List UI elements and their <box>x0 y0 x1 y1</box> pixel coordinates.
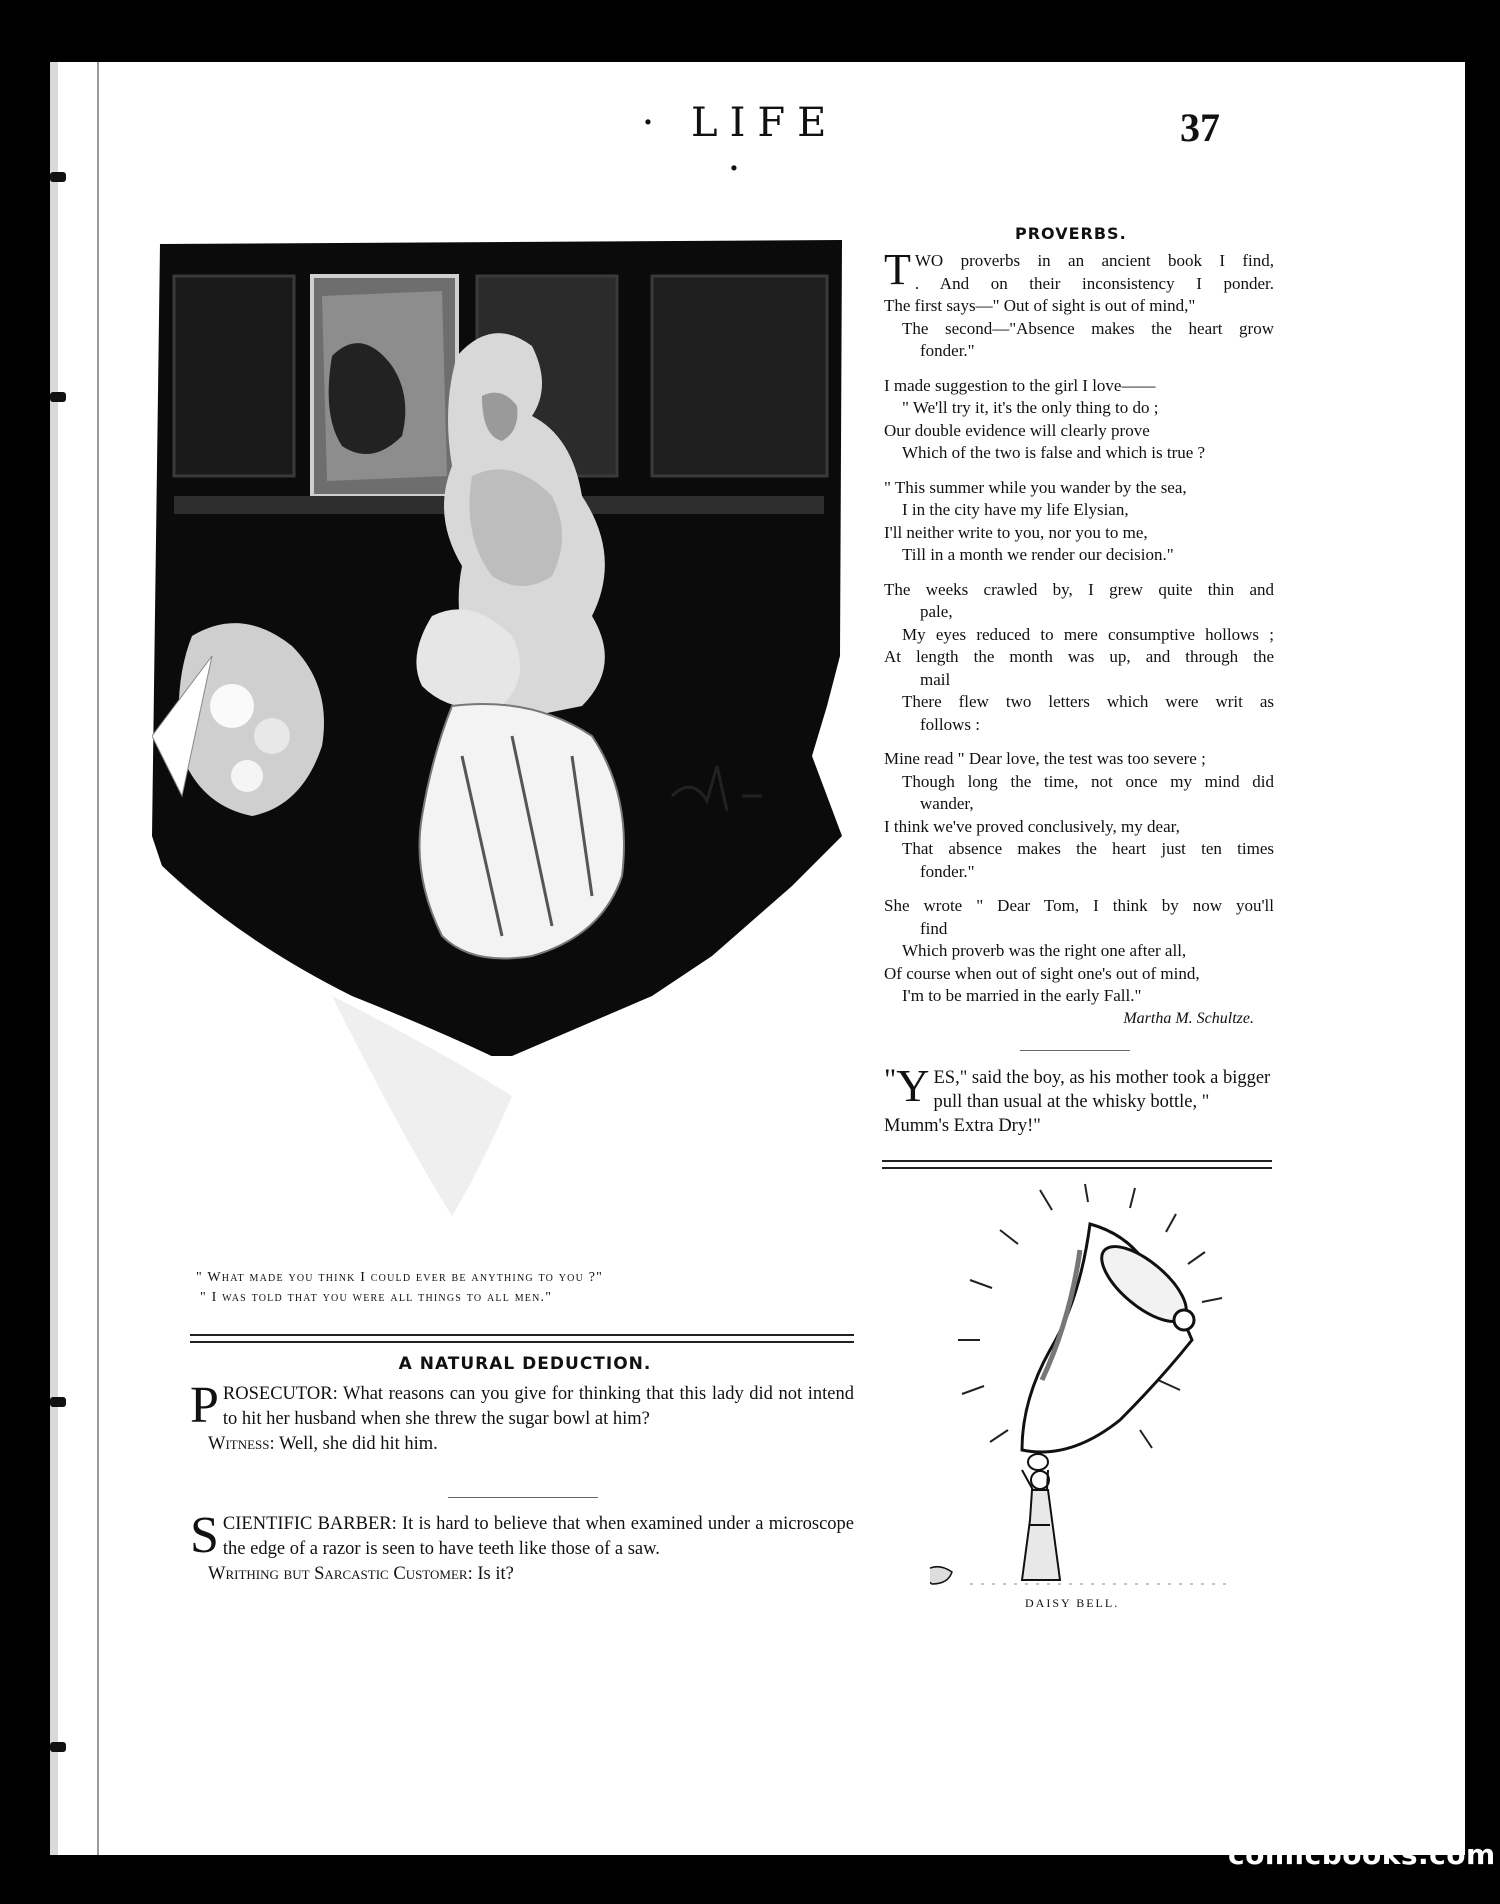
daisy-bell-cartoon <box>930 1180 1250 1620</box>
poem-line: That absence makes the heart just ten times <box>902 839 1274 858</box>
poem-line: Of course when out of sight one's out of mind, <box>884 963 1200 983</box>
poem-line: Mine read " Dear love, the test was too severe ; <box>884 749 1206 768</box>
binding-mark <box>50 172 66 182</box>
poem-line: Our double evidence will clearly prove <box>884 420 1150 440</box>
poem-stanza <box>884 895 1274 1030</box>
deduction-dialogue <box>190 1377 854 1457</box>
drop-cap: P <box>190 1377 219 1434</box>
page-gutter <box>50 62 58 1855</box>
speaker-name: Witness <box>208 1434 270 1454</box>
barber-dialogue <box>190 1507 854 1587</box>
page-number: 37 <box>1180 105 1220 150</box>
poem-line: find <box>920 918 948 938</box>
poem-line: I'm to be married in the early Fall." <box>902 986 1142 1005</box>
poem-title: PROVERBS. <box>1015 224 1127 243</box>
poem-line: . And on their inconsistency I ponder. <box>914 273 1274 293</box>
poem-line: Which of the two is false and which is true ? <box>902 443 1206 462</box>
poem-line: " This summer while you wander by the sea, <box>884 477 1187 497</box>
poem-line: fonder." <box>920 861 975 881</box>
short-divider <box>448 1497 598 1498</box>
dialogue-text: : Well, she did hit him. <box>269 1434 438 1454</box>
speaker-name: ROSECUTOR <box>222 1384 333 1404</box>
poem-line: fonder." <box>920 341 975 360</box>
poem-proverbs <box>884 245 1274 1042</box>
poem-line: Till in a month we render our decision." <box>902 545 1174 564</box>
poem-line: I think we've proved conclusively, my dear, <box>884 816 1180 836</box>
deduction-paragraph <box>190 1377 854 1434</box>
poem-line: Though long the time, not once my mind did <box>902 771 1274 791</box>
poem-line: At length the month was up, and through the <box>884 647 1274 666</box>
poem-stanza <box>884 375 1274 465</box>
poem-line: follows : <box>920 714 980 734</box>
poem-line: I in the city have my life Elysian, <box>902 500 1129 519</box>
barber-paragraph <box>190 1507 854 1564</box>
poem-author: Martha M. Schultze. <box>1123 1009 1254 1027</box>
section-divider <box>882 1160 1272 1169</box>
binding-mark <box>50 1397 66 1407</box>
page-fold-line <box>97 62 99 1855</box>
poem-stanza <box>884 477 1274 567</box>
drop-cap: T <box>884 245 911 294</box>
poem-stanza <box>884 748 1274 883</box>
speaker-name: Writhing but Sarcastic Customer <box>208 1564 468 1584</box>
dialogue-text: : Is it? <box>467 1564 514 1584</box>
site-watermark: comicbooks.com <box>1228 1838 1496 1871</box>
open-quote: " <box>884 1063 897 1096</box>
poem-line: The weeks crawled by, I grew quite thin and <box>884 579 1274 599</box>
poem-line: wander, <box>920 794 974 813</box>
mumms-joke <box>884 1060 1274 1138</box>
joke-text: ES," said the boy, as his mother took a bigger pull than usual at the whisky bottle, " Mumm's Extra Dry!" <box>884 1068 1271 1136</box>
dialogue-text: : What reasons can you give for thinking that this lady did not intend to hit her husband when she threw the sugar bowl at him? <box>222 1384 854 1429</box>
poem-line: I'll neither write to you, nor you to me, <box>884 522 1148 542</box>
drop-cap: S <box>190 1507 219 1564</box>
masthead-title: · LIFE · <box>641 100 839 192</box>
illustration-caption <box>196 1268 836 1308</box>
illustration-woman-with-flowers <box>152 236 862 1246</box>
poem-line: The second—"Absence makes the heart grow <box>902 318 1274 338</box>
poem-line: The first says—" Out of sight is out of mind," <box>884 296 1196 315</box>
deduction-paragraph <box>190 1432 854 1457</box>
poem-line: Which proverb was the right one after all, <box>902 941 1187 960</box>
poem-line: She wrote " Dear Tom, I think by now you'll <box>884 896 1274 915</box>
caption-line: " I was told that you were all things to all men." <box>200 1290 553 1305</box>
caption-line: " What made you think I could ever be anything to you ?" <box>196 1270 604 1285</box>
binding-mark <box>50 392 66 402</box>
dialogue-text: : It is hard to believe that when examined under a microscope the edge of a razor is seen to have teeth like those of a saw. <box>222 1514 854 1559</box>
deduction-title: A NATURAL DEDUCTION. <box>398 1354 652 1374</box>
speaker-name: CIENTIFIC BARBER <box>222 1514 392 1534</box>
section-divider <box>190 1334 854 1343</box>
poem-line: pale, <box>920 602 953 621</box>
poem-line: I made suggestion to the girl I love—— <box>884 375 1156 395</box>
barber-paragraph <box>190 1562 854 1587</box>
drop-cap: Y <box>896 1060 930 1111</box>
bell-caption: DAISY BELL. <box>1025 1596 1120 1610</box>
binding-mark <box>50 1742 66 1752</box>
poem-line: WO proverbs in an ancient book I find, <box>914 251 1274 270</box>
poem-line: " We'll try it, it's the only thing to do ; <box>902 398 1159 417</box>
poem-line: mail <box>920 669 951 689</box>
short-divider <box>1020 1050 1130 1051</box>
poem-stanza <box>884 579 1274 737</box>
poem-line: There flew two letters which were writ as <box>902 692 1274 711</box>
poem-stanza <box>884 245 1274 363</box>
poem-line: My eyes reduced to mere consumptive hollows ; <box>902 624 1274 644</box>
